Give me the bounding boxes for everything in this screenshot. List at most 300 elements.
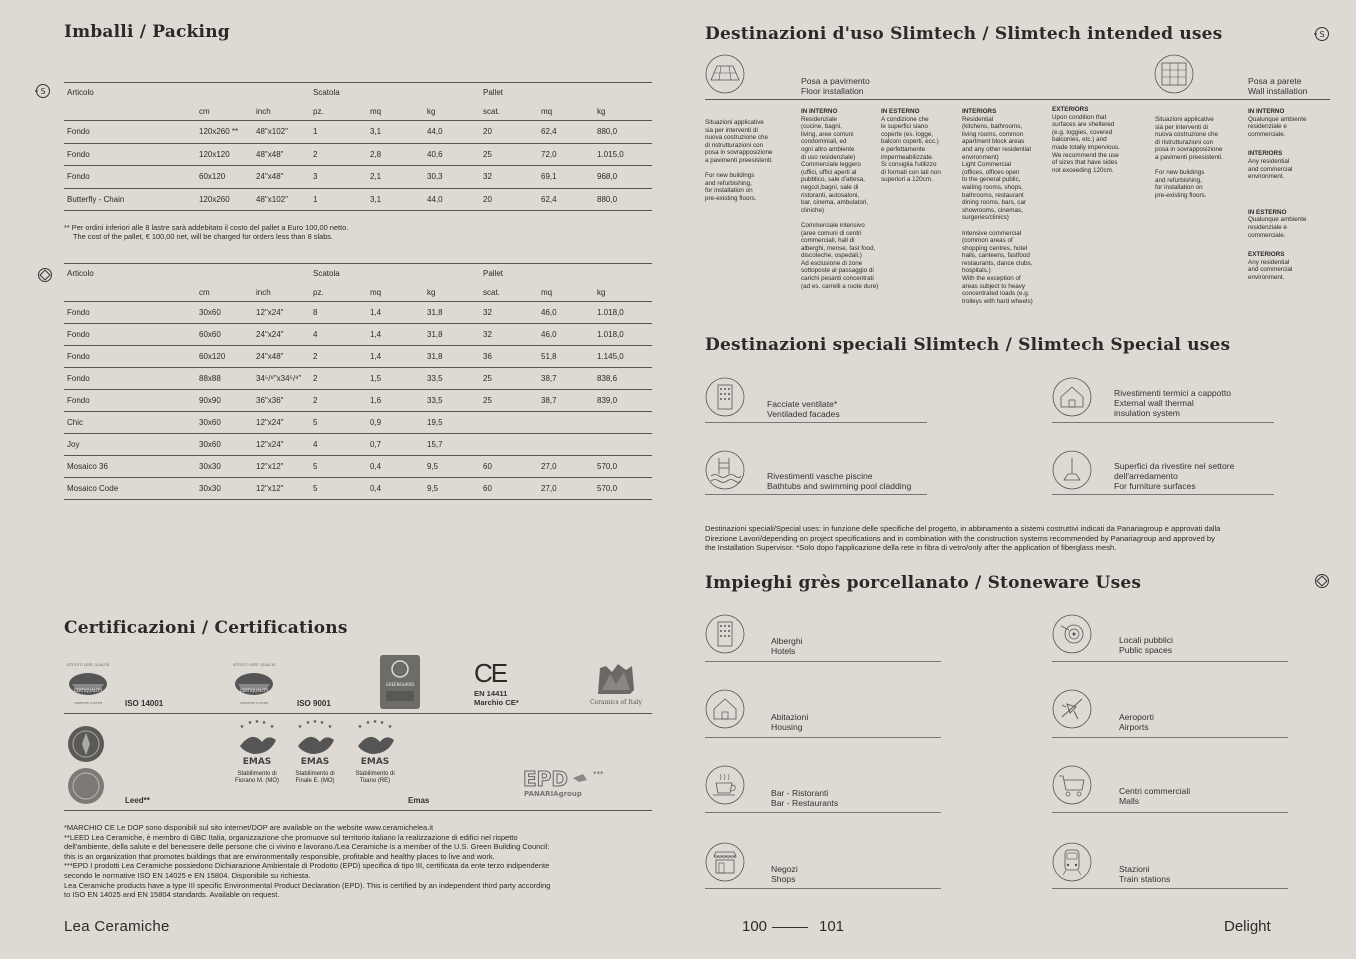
table-cell: 44,0 [427,127,443,136]
housing-it: Abitazioni [771,712,809,722]
table-row-article: Fondo [67,352,90,361]
table-cell: 38,7 [541,374,557,383]
text-line: cliniche) [801,206,825,214]
housing-icon [705,689,745,729]
text-line: For new buildings [705,172,755,180]
table-cell: 60 [483,462,492,471]
table-cell: 12"x24" [256,308,284,317]
column-heading: INTERIORS [962,108,997,115]
floor-esterno-text [881,108,959,184]
text-line: (cucine, bagni, [801,123,842,131]
table-cell: 1 [313,194,318,204]
ceramics-of-italy-logo [588,660,644,711]
svg-text:★: ★ [254,720,260,725]
table-cell: 62,4 [541,127,557,136]
table-cell: 40,6 [427,149,443,159]
svg-text:★: ★ [239,724,245,730]
pallet-note-it: ** Per ordini inferiori alle 8 lastre sarà addebitato il costo del pallet a Euro 100,00 netto. [64,223,349,232]
text-line: condominiali, ed [801,138,847,146]
text-line: secondo le normative ISO EN 14025 e EN 15804. Disponibile su richiesta. [64,870,311,880]
table-cell: 880,0 [597,127,618,136]
col-subheader-mq2: mq [541,107,553,116]
table-row-rule [64,188,652,189]
text-line: With the exception of [962,275,1021,283]
usgbc-logo [66,724,106,811]
wall-use-block [1248,251,1338,281]
collection-name: Delight [1224,918,1271,935]
table-cell: 31,8 [427,308,443,317]
table-cell: 30x60 [199,440,221,449]
table-cell: 2 [313,352,318,361]
emas-label: Emas [408,796,430,805]
special-facade-it: Facciate ventilate* [767,399,838,409]
table-cell: 30x30 [199,484,221,493]
hotels-label [771,636,803,656]
table-cell: 25 [483,374,492,383]
text-line: waiting rooms, shops, [962,183,1023,191]
table-row-article: Fondo [67,374,90,383]
table-cell: 48"x102" [256,127,288,136]
table-row-article: Fondo [67,330,90,339]
svg-text:★: ★ [297,724,303,730]
svg-text:★: ★ [269,724,275,730]
table-cell: 120x260 [199,194,230,204]
table-cell: 27,0 [541,462,557,471]
text-line: pre-existing floors. [705,194,757,202]
table-cell: 31,8 [427,330,443,339]
emas-logo-1 [232,720,282,785]
table-cell: 1,4 [370,330,382,339]
svg-text:★: ★ [387,724,393,730]
table-cell: 20 [483,127,492,136]
airports-en: Airports [1119,722,1149,732]
text-line: *MARCHIO CE Le DOP sono disponibili sul sito internet/DOP are available on the website www.ceramichelea.it [64,823,434,832]
table-row-rule [64,433,652,434]
table-cell: 27,0 [541,484,557,493]
table-cell: 12"x24" [256,418,284,427]
text-line: restaurants, dance clubs, [962,259,1033,267]
svg-text:S: S [1319,30,1325,39]
col-subheader-kg2: kg [597,107,606,116]
table-row-article: Fondo [67,396,90,405]
diamond-badge-icon [37,267,53,288]
table-cell: 25 [483,149,492,159]
text-line: not exceeding 120cm. [1052,166,1114,174]
text-line: of sizes that have sides [1052,159,1118,167]
text-line: carichi pesanti concentrati [801,275,874,283]
ce-label [474,689,519,707]
column-heading: EXTERIORS [1052,106,1089,113]
svg-text:★: ★ [312,720,318,725]
s-badge-icon [35,83,51,104]
malls-it: Centri commerciali [1119,786,1191,796]
page-number-left: 100 [742,918,768,935]
svg-text:ISTITUTO CERT. QUALITÀ: ISTITUTO CERT. QUALITÀ [66,663,110,667]
greenguard-logo [380,655,420,714]
table-cell: 32 [483,172,492,181]
text-line [962,222,1050,230]
table-row-rule [64,143,652,144]
wall-installation-label [1248,76,1307,96]
table-cell: 31,8 [427,352,443,361]
text-line [801,214,883,222]
col-subheader-kg2: kg [597,288,606,297]
column-heading: IN INTERNO [801,108,838,115]
shops-label [771,864,798,884]
mall-cart-icon [1052,765,1092,805]
bar-en: Bar - Restaurants [771,798,839,808]
text-line: ogni altro ambiente [801,145,855,153]
table-cell: 88x88 [199,374,221,383]
wall-use-block [1248,108,1338,138]
insulation-house-icon [1052,377,1092,417]
housing-label [771,712,808,732]
text-line: the Installation Supervisor. *Solo dopo l'applicazione della rete in fibra di vetro/only after the application of fiberglass mesh. [705,543,1117,553]
col-header-pallet: Pallet [483,269,504,278]
svg-text:EMAS: EMAS [242,757,272,766]
table-row-rule [64,165,652,166]
svg-text:★: ★ [327,724,333,730]
text-line: Ad esclusione di zone [801,259,863,267]
text-line: bar, cinema, ambulatori, [801,199,869,207]
table-cell: 12"x12" [256,462,284,471]
table-cell: 2 [313,396,318,405]
col-subheader-mq: mq [370,107,382,116]
table-row-rule [64,345,652,346]
table-cell: 62,4 [541,194,557,204]
text-line: Qualunque ambiente [1248,216,1307,224]
table-cell: 46,0 [541,308,557,317]
text-line: for installation on [1155,184,1203,192]
airports-it: Aeroporti [1119,712,1154,722]
text-line: commerciale. [1248,130,1286,138]
text-line: We recommend the use [1052,151,1119,159]
table-cell: 36 [483,352,492,361]
packing-title: Imballi / Packing [64,22,230,42]
table-cell: 1.018,0 [597,330,624,339]
text-line: environment. [1248,173,1285,181]
diamond-badge-icon-right [1314,573,1330,594]
text-line: Direzione Lavori/depending on project specifications and in combination with the construction systems recommended by Panariagroup and approved by [705,533,1215,543]
text-line: di uso residenziale) [801,153,856,161]
svg-text:CERTIFIED SYSTEM: CERTIFIED SYSTEM [73,701,103,705]
table-cell: 44,0 [427,194,443,204]
facade-icon [705,377,745,417]
col-subheader-pz: pz. [313,107,324,116]
text-line: Situazioni applicative [1155,116,1214,123]
table-cell: 1,5 [370,374,382,383]
furniture-lamp-icon [1052,450,1092,490]
text-line: Lea Ceramiche products have a type III specific Environmental Product Declaration (EPD). This is certified by an independent third party according [64,880,551,890]
malls-en: Malls [1119,796,1140,806]
col-subheader-inch: inch [256,288,271,297]
table-cell: 60x120 [199,172,226,181]
table-cell: 60x60 [199,330,221,339]
table-row-rule [64,323,652,324]
svg-text:★: ★ [261,720,267,726]
text-line: Commerciale leggero [801,161,861,169]
table-cell: 46,0 [541,330,557,339]
train-icon [1052,842,1092,882]
text-line: made totally impervious. [1052,143,1120,151]
svg-text:EMAS: EMAS [300,757,330,766]
text-line: residenziale e [1248,123,1287,131]
text-line: halls, canteens, fastfood [962,252,1030,260]
public-spaces-label [1119,635,1173,655]
table-cell: 51,8 [541,352,557,361]
table-cell: 0,7 [370,440,382,449]
shops-en: Shops [771,874,796,884]
text-line: living, aree comuni [801,130,854,138]
col-header-scatola: Scatola [313,269,340,278]
table-cell: 20 [483,194,492,204]
table-cell: 5 [313,418,318,427]
table-cell: 3 [313,172,318,181]
table-row-rule [64,455,652,456]
special-pool-it: Rivestimenti vasche piscine [767,471,873,481]
table-cell: 30x60 [199,418,221,427]
text-line: shopping centres, hotel [962,244,1028,252]
table-cell: 33,5 [427,396,443,405]
col-header-articolo: Articolo [67,269,94,278]
special-insulation-it: Rivestimenti termici a cappotto [1114,388,1232,398]
table-cell: 3,1 [370,127,382,136]
table-cell: 120x120 [199,149,230,159]
col-subheader-cm: cm [199,288,210,297]
column-heading: IN INTERNO [1248,108,1285,115]
text-line: surgeries/clinics) [962,214,1009,222]
table-cell: 1.018,0 [597,308,624,317]
text-line: discoteche, ospedali.) [801,252,862,260]
svg-text:S: S [40,87,46,96]
table-cell: 30x30 [199,462,221,471]
text-line: sia per interventi di [705,126,758,134]
text-line: hospitals.) [962,267,991,275]
text-line: ***EPD I prodotti Lea Ceramiche possiedono Dichiarazione Ambientale di Prodotto (EPD) specifica di tipo III, certificata da ente terzo indipendente [64,861,550,871]
public-spaces-it: Locali pubblici [1119,635,1173,645]
table-cell: 4 [313,330,318,339]
stations-label [1119,864,1170,884]
special-facade-label [767,399,840,419]
airports-label [1119,712,1154,732]
certifications-title: Certificazioni / Certifications [64,618,348,638]
special-furniture-label [1114,461,1234,491]
text-line: (e.g. loggies, covered [1052,128,1113,136]
table-cell: 19,5 [427,418,443,427]
table-cell: 24"x48" [256,352,284,361]
special-pool-en: Bathtubs and swimming pool cladding [767,481,912,491]
text-line: (kitchens, bathrooms, [962,123,1023,131]
text-line: environment) [962,153,999,161]
table-row-article: Butterfly - Chain [67,194,125,204]
text-line: (uffici, uffici aperti al [801,168,857,176]
table-cell: 0,9 [370,418,382,427]
table-cell: 1,4 [370,308,382,317]
table-row-article: Joy [67,440,80,449]
hotels-it: Alberghi [771,636,803,646]
pallet-note-en: The cost of the pallet, € 100,00 net, will be charged for orders less than 8 slabs. [73,232,334,242]
table-cell: 24"x24" [256,330,284,339]
text-line: and refurbishing, [1155,176,1202,184]
table-cell: 38,7 [541,396,557,405]
table-top-rule [64,263,652,264]
table-cell: 15,7 [427,440,443,449]
floor-installation-label [801,76,870,96]
table-cell: 120x260 ** [199,127,239,136]
shop-icon [705,842,745,882]
svg-text:CERTIFIED SYSTEM: CERTIFIED SYSTEM [239,701,269,705]
text-line: superiori a 120cm. [881,176,933,184]
text-line: di ristrutturazioni con [705,141,764,149]
table-row-article: Fondo [67,308,90,317]
table-cell: 1,6 [370,396,382,405]
hotels-en: Hotels [771,646,796,656]
text-line: dell'ambiente, della salute e del benessere delle persone che ci vivino e lavorano./Lea Ceramiche is a member of the U.S. Green Building Council: [64,842,550,852]
table-cell: 90x90 [199,396,221,405]
table-row-article: Fondo [67,149,90,159]
text-line: di ristrutturazioni con [1155,138,1214,146]
special-uses-note [705,524,1335,553]
col-subheader-inch: inch [256,107,271,116]
text-line: e perfettamente [881,145,926,153]
table-cell: 968,0 [597,172,618,181]
table-cell: 5 [313,462,318,471]
shops-it: Negozi [771,864,798,874]
svg-text:★: ★ [379,720,385,726]
col-header-pallet: Pallet [483,88,504,97]
table-row-rule [64,210,652,211]
floor-exteriors-text [1052,106,1140,174]
text-line: pubblico, sale d'attesa, [801,176,865,184]
col-subheader-mq: mq [370,288,382,297]
floor-interno-text [801,108,883,290]
wall-use-block [1248,209,1338,239]
text-line: a pavimenti preesistenti. [705,156,773,164]
table-top-rule [64,82,652,83]
table-cell: 32 [483,308,492,317]
svg-text:CERTIQUALITY: CERTIQUALITY [73,688,103,693]
column-heading: IN ESTERNO [1248,208,1287,216]
text-line: surfaces are sheltered [1052,121,1115,129]
epd-logo [523,768,607,803]
special-insulation-en1: External wall thermal [1114,398,1194,408]
text-line: (ad es. carrelli a ruote dure) [801,282,879,290]
emas-logo-2 [290,720,340,785]
svg-text:★: ★ [365,720,371,726]
bar-it: Bar - Ristoranti [771,788,829,798]
table-cell: 9,5 [427,484,439,493]
text-line: commerciali, hall di [801,237,855,245]
text-line: to the general public, [962,176,1021,184]
text-line: A condizione che [881,115,929,123]
wall-label-it: Posa a parete [1248,76,1302,86]
svg-text:ISTITUTO CERT. QUALITÀ: ISTITUTO CERT. QUALITÀ [232,663,276,667]
table-cell: 2 [313,374,318,383]
svg-text:★: ★ [319,720,325,726]
floor-general-text [705,119,790,203]
table-cell: 34⁵/⁸"x34⁵/⁸" [256,374,302,383]
text-line: concentrated loads (e.g. [962,290,1030,298]
table-cell: 48"x48" [256,149,284,159]
text-line: and commercial [1248,165,1293,173]
table-row-article: Mosaico Code [67,484,119,493]
table-cell: 1,4 [370,352,382,361]
text-line: Qualunque ambiente [1248,115,1307,123]
text-line: a pavimenti preesistenti. [1155,153,1223,161]
table-cell: 880,0 [597,194,618,204]
column-heading: EXTERIORS [1248,251,1285,259]
page-number-right: 101 [819,918,845,935]
table-cell: 0,4 [370,484,382,493]
text-line: this is an organization that promotes buildings that are environmentally responsible, profitable and healthy places to live and work. [64,851,495,861]
text-line: residenziale e [1248,223,1287,231]
table-cell: 25 [483,396,492,405]
table-cell: 2 [313,149,318,159]
pallet-note [64,223,348,241]
svg-text:GREENGUARD: GREENGUARD [385,682,415,687]
text-line: areas subject to heavy [962,282,1026,290]
text-line: to ISO EN 14025 and EN 15804 standards. Available on request. [64,890,280,900]
text-line: Any residential [1248,258,1290,266]
table-cell: 32 [483,330,492,339]
emas-logo-3 [350,720,400,785]
text-line: commerciale. [1248,231,1286,239]
text-line: **LEED Lea Ceramiche, è membro di GBC Italia, organizzazione che promuove sul territorio italiano la realizzazione di edifici nel rispetto [64,832,518,842]
col-subheader-scat: scat. [483,288,500,297]
text-line: (common areas of [962,237,1013,245]
svg-text:***: *** [593,770,604,778]
svg-text:★: ★ [305,720,311,726]
table-cell: 5 [313,484,318,493]
text-line: Residential [962,115,994,123]
column-heading: IN ESTERNO [881,108,920,115]
text-line [705,165,790,173]
text-line: trolleys with hard wheels) [962,297,1033,305]
floor-interiors-text [962,108,1050,305]
iso-9001-label: ISO 9001 [297,699,331,708]
column-heading: INTERIORS [1248,150,1283,158]
svg-text:PANARIAgroup: PANARIAgroup [524,790,582,798]
table-cell: 1.145,0 [597,352,624,361]
text-line: showrooms, cinemas, [962,206,1023,214]
svg-text:Ceramics of Italy: Ceramics of Italy [590,699,642,706]
special-insulation-en2: insulation system [1114,408,1180,418]
table-header-rule [64,301,652,302]
table-row-rule [64,499,652,500]
wall-use-block [1248,150,1338,180]
special-furniture-it1: Superfici da rivestire nel settore [1114,461,1235,471]
text-line [1155,162,1243,170]
svg-text:CERTIQUALITY: CERTIQUALITY [239,688,269,693]
special-furniture-it2: dell'arredamento [1114,471,1178,481]
malls-label [1119,786,1190,806]
packing-table-2 [64,263,652,501]
text-line: pre-existing floors. [1155,191,1207,199]
text-line: impermeabilizzate. [881,153,934,161]
emas-2-label: Stabilimento di Finale E. (MO) [295,771,335,784]
text-line: and any other residential [962,145,1031,153]
text-line: posa in sovrapposizione [1155,146,1223,154]
svg-text:★: ★ [247,720,253,726]
table-cell: 1.015,0 [597,149,624,159]
table-cell: 12"x12" [256,484,284,493]
bar-restaurant-icon [705,765,745,805]
special-facade-en: Ventiladed facades [767,409,840,419]
col-subheader-kg: kg [427,107,436,116]
table-cell: 2,1 [370,172,382,181]
table-cell: 1 [313,127,318,136]
special-pool-label [767,471,911,491]
